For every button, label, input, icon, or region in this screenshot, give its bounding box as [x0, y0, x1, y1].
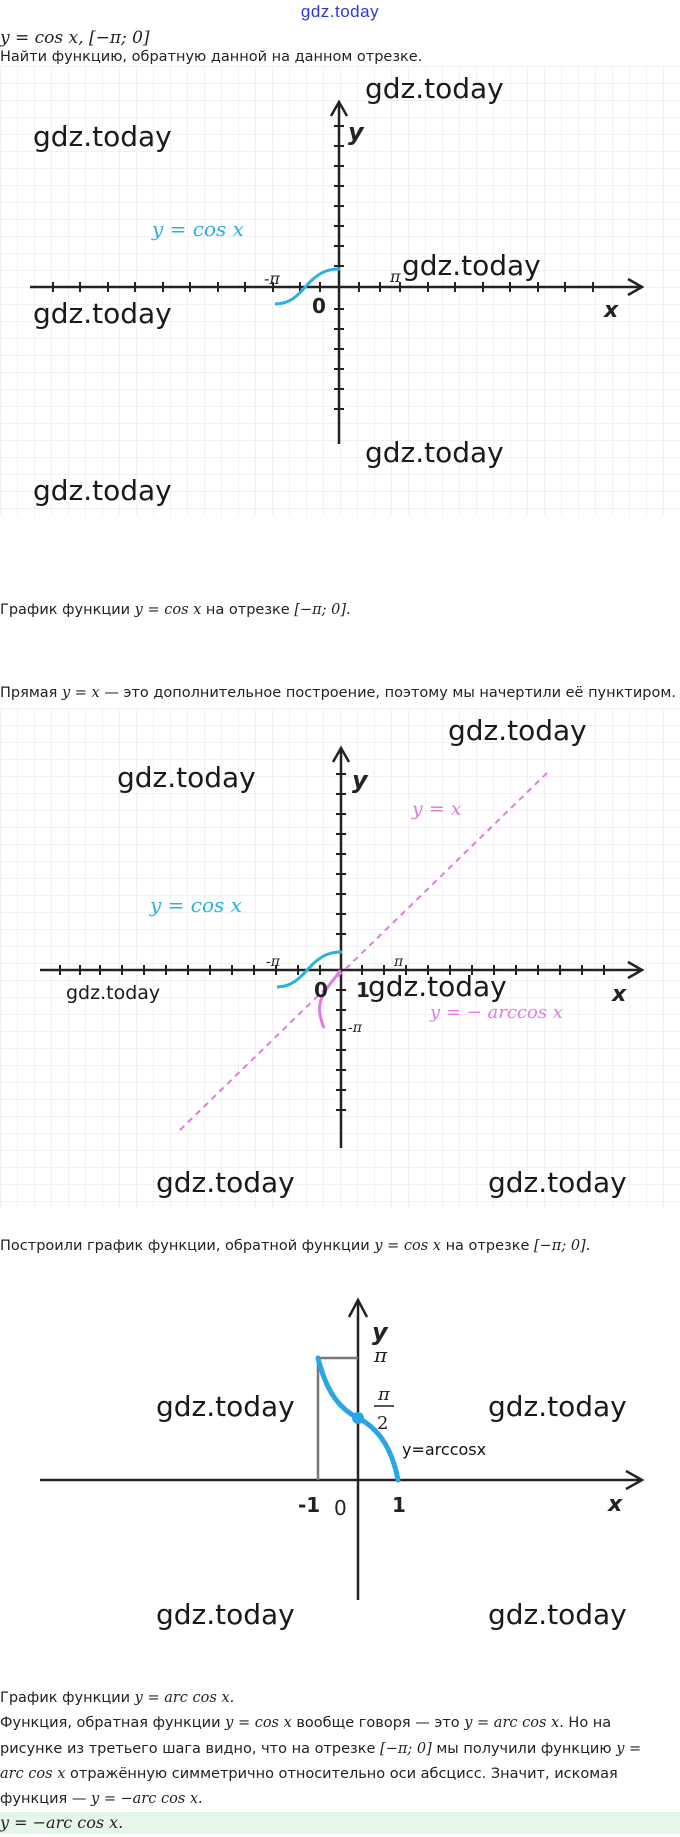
- watermark: gdz.today: [448, 714, 587, 747]
- figure-2-inverse-graph: [0, 708, 680, 1208]
- y-axis-label: y: [348, 118, 364, 146]
- watermark: gdz.today: [33, 474, 172, 507]
- arccos-label: y=arccosx: [402, 1440, 487, 1459]
- explanation-line-1: Функция, обратная функции y = cos x вообще говоря — это y = arc cos x. Но на: [0, 1715, 612, 1731]
- x-axis-label: x: [604, 298, 619, 323]
- neg-one-label: -1: [298, 1493, 321, 1517]
- site-logo[interactable]: gdz.today: [300, 2, 380, 21]
- neg-pi-x-label: -π: [266, 954, 280, 970]
- origin-label: 0: [314, 978, 328, 1002]
- yx-label: y = x: [412, 798, 462, 820]
- one-label: 1: [356, 978, 370, 1002]
- watermark: gdz.today: [365, 436, 504, 469]
- problem-interval: [−π; 0]: [88, 28, 150, 48]
- explanation-line-3: arc cos x отражённую симметрично относительно оси абсцисс. Значит, искомая: [0, 1766, 618, 1782]
- pi-label: π: [390, 267, 401, 286]
- cos-label: y = cos x: [152, 217, 244, 241]
- one-label: 1: [392, 1493, 406, 1517]
- origin-label: 0: [334, 1496, 347, 1520]
- dashed-line-note: Прямая y = x — это дополнительное построение, поэтому мы начертили её пунктиром.: [0, 685, 676, 701]
- caption-2: Построили график функции, обратной функции y = cos x на отрезке [−π; 0].: [0, 1238, 591, 1254]
- neg-pi-y-label: -π: [348, 1020, 362, 1036]
- figure-1-cos-graph: [0, 66, 680, 516]
- x-axis-label: x: [612, 982, 627, 1007]
- x-axis-label: x: [608, 1492, 623, 1517]
- problem-formula: [0, 28, 150, 48]
- figure-3-arccos-graph: [0, 1262, 680, 1662]
- problem-func: y = cos x,: [0, 28, 84, 48]
- explanation-line-2: рисунке из третьего шага видно, что на отрезке [−π; 0] мы получили функцию y =: [0, 1741, 642, 1757]
- watermark: gdz.today: [156, 1166, 295, 1199]
- explanation-line-4: функция — y = −arc cos x.: [0, 1791, 203, 1807]
- watermark: gdz.today: [66, 982, 161, 1004]
- watermark: gdz.today: [488, 1598, 627, 1631]
- watermark: gdz.today: [488, 1390, 627, 1423]
- caption-1: График функции y = cos x на отрезке [−π; 0].: [0, 602, 351, 618]
- watermark: gdz.today: [402, 249, 541, 282]
- watermark: gdz.today: [33, 297, 172, 330]
- watermark: gdz.today: [488, 1166, 627, 1199]
- pi-label: π: [374, 1343, 388, 1367]
- watermark: gdz.today: [368, 970, 507, 1003]
- cos-label: y = cos x: [150, 893, 242, 917]
- problem-statement: Найти функцию, обратную данной на данном отрезке.: [0, 49, 423, 65]
- answer-box: [0, 1812, 680, 1834]
- caption-3: График функции y = arc cos x.: [0, 1690, 235, 1706]
- neg-pi-label: -π: [264, 269, 280, 288]
- origin-label: 0: [312, 294, 326, 318]
- watermark: gdz.today: [117, 761, 256, 794]
- watermark: gdz.today: [365, 72, 504, 105]
- y-axis-label: y: [372, 1318, 388, 1346]
- pi-x-label: π: [394, 954, 404, 970]
- pi-half-numerator: π: [378, 1384, 390, 1405]
- midpoint-dot: [352, 1412, 364, 1424]
- answer-formula: y = −arc cos x.: [0, 1813, 124, 1832]
- y-axis-label: y: [352, 766, 368, 794]
- neg-arccos-label: y = − arccos x: [430, 1002, 563, 1023]
- watermark: gdz.today: [156, 1598, 295, 1631]
- pi-half-denominator: 2: [377, 1413, 389, 1434]
- watermark: gdz.today: [156, 1390, 295, 1423]
- watermark: gdz.today: [33, 120, 172, 153]
